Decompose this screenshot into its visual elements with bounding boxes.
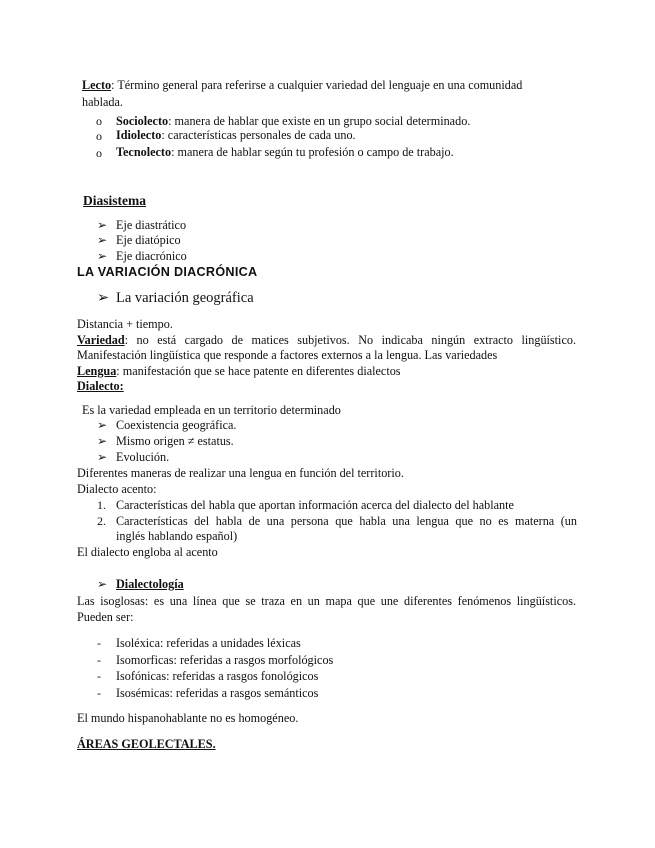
paragraph-line: El mundo hispanohablante no es homogéneo. [77,711,299,725]
section-heading: LA VARIACIÓN DIACRÓNICA [77,265,258,279]
variedad-text: : no está cargado de matices subjetivos. No indicaba ningún extracto lingüístico. [124,333,576,347]
list-item-sociolecto [116,114,470,129]
dash-bullet: - [97,653,101,667]
lecto-def-line1: : Término general para referirse a cualquier variedad del lenguaje en una comunidad [111,78,523,92]
lengua-definition [77,364,401,379]
arrow-bullet-icon: ➢ [97,233,108,247]
list-item: Isofónicas: referidas a rasgos fonológicos [116,669,319,683]
list-number: 1. [97,498,106,512]
list-item: Eje diastrático [116,218,187,232]
tecnolecto-text: : manera de hablar según tu profesión o campo de trabajo. [171,145,454,159]
list-item: Mismo origen ≠ estatus. [116,434,234,448]
paragraph-line: Pueden ser: [77,610,134,624]
lecto-def-line2: hablada. [82,95,123,109]
list-item-tecnolecto [116,145,454,160]
paragraph-line: Manifestación lingüística que responde a factores externos a la lengua. Las variedades [77,348,498,362]
paragraph-line: Distancia + tiempo. [77,317,173,331]
arrow-bullet-icon: ➢ [97,434,108,448]
arrow-bullet-icon: ➢ [97,450,108,464]
lecto-definition [82,78,522,93]
variedad-term: Variedad [77,333,125,347]
tecnolecto-term: Tecnolecto [116,145,172,159]
list-item: Coexistencia geográfica. [116,418,237,432]
list-item-idiolecto [116,128,356,143]
variedad-definition [77,333,576,348]
list-number: 2. [97,514,106,528]
paragraph-line: Diferentes maneras de realizar una lengua en función del territorio. [77,466,404,480]
list-item: Isomorficas: referidas a rasgos morfológicos [116,653,334,667]
list-item-continuation: inglés hablando español) [116,529,238,543]
idiolecto-text: : características personales de cada uno. [161,128,356,142]
arrow-bullet-icon: ➢ [97,577,108,591]
arrow-bullet-icon: ➢ [97,418,108,432]
arrow-bullet-icon: ➢ [97,249,108,263]
paragraph-line: El dialecto engloba al acento [77,545,218,559]
paragraph-line: Dialecto acento: [77,482,157,496]
list-item: Isoléxica: referidas a unidades léxicas [116,636,301,650]
arrow-bullet-icon: ➢ [97,290,110,306]
arrow-bullet-icon: ➢ [97,218,108,232]
dialectologia-heading: Dialectología [116,577,184,591]
dash-bullet: - [97,669,101,683]
list-item: Isosémicas: referidas a rasgos semánticos [116,686,319,700]
list-item: Eje diatópico [116,233,181,247]
dash-bullet: - [97,636,101,650]
lengua-term: Lengua [77,364,117,378]
sociolecto-text: : manera de hablar que existe en un grupo social determinado. [168,114,471,128]
list-item: Características del habla de una persona que habla una lengua que no es materna (un [116,514,577,528]
dash-bullet: - [97,686,101,700]
paragraph-line: Las isoglosas: es una línea que se traza en un mapa que une diferentes fenómenos lingüísticos. [77,594,576,608]
bullet-circle: o [96,114,102,128]
idiolecto-term: Idiolecto [116,128,162,142]
dialecto-heading: Dialecto: [77,379,124,393]
lecto-term: Lecto [82,78,112,92]
subheading: La variación geográfica [116,290,254,306]
list-item: Características del habla que aportan información acerca del dialecto del hablante [116,498,514,512]
paragraph-line: Es la variedad empleada en un territorio determinado [82,403,341,417]
list-item: Evolución. [116,450,170,464]
areas-heading: ÁREAS GEOLECTALES. [77,737,216,751]
lengua-text: : manifestación que se hace patente en diferentes dialectos [116,364,401,378]
list-item: Eje diacrónico [116,249,187,263]
bullet-circle: o [96,129,102,143]
sociolecto-term: Sociolecto [116,114,169,128]
diasistema-heading: Diasistema [83,193,146,208]
bullet-circle: o [96,146,102,160]
